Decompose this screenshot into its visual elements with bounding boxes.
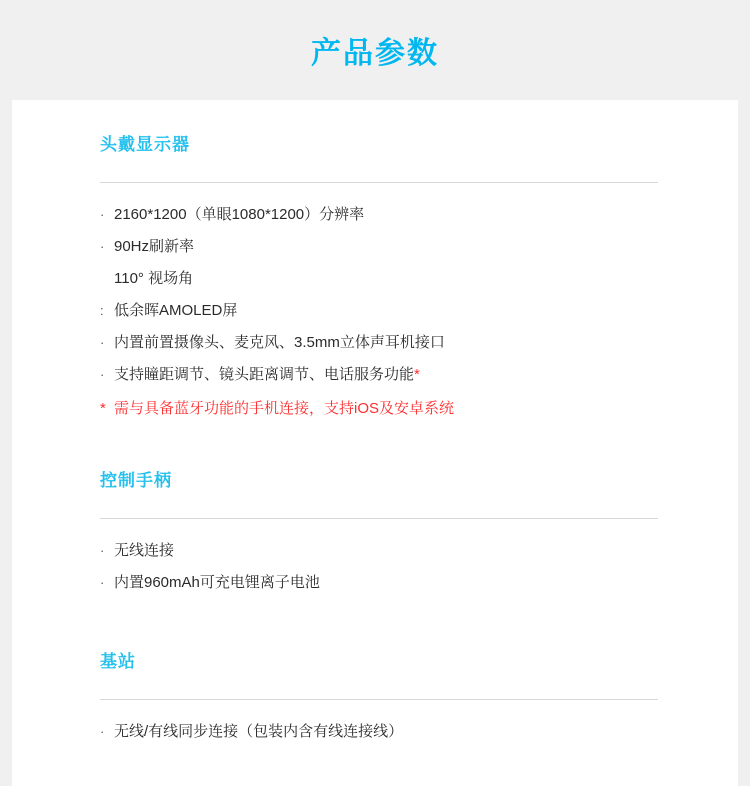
footnote-body: 需与具备蓝牙功能的手机连接，支持iOS及安卓系统 bbox=[114, 400, 455, 417]
list-item-text: 90Hz刷新率 bbox=[114, 238, 195, 255]
section-title-base-station: 基站 bbox=[100, 652, 136, 671]
list-item-text: 支持瞳距调节、镜头距离调节、电话服务功能 bbox=[114, 366, 415, 383]
list-item bbox=[100, 327, 658, 359]
list-item-text: 2160*1200（单眼1080*1200）分辨率 bbox=[114, 206, 365, 223]
footnote-marker: * bbox=[414, 366, 420, 383]
list-item-text: 110° 视场角 bbox=[114, 270, 194, 287]
section-title-controller: 控制手柄 bbox=[100, 471, 172, 490]
list-bullet: · bbox=[100, 239, 105, 254]
spec-sheet bbox=[12, 100, 738, 786]
section-items-base-station bbox=[100, 700, 658, 748]
title-band bbox=[0, 0, 750, 100]
list-bullet: · bbox=[100, 543, 105, 558]
section-items-controller bbox=[100, 519, 658, 599]
section-controller bbox=[100, 418, 658, 599]
list-item bbox=[100, 295, 658, 327]
section-items-hmd bbox=[100, 183, 658, 418]
list-item-text: 无线/有线同步连接（包装内含有线连接线） bbox=[114, 723, 404, 740]
section-hmd bbox=[100, 100, 658, 418]
list-bullet: : bbox=[100, 303, 104, 318]
list-item-text: 无线连接 bbox=[114, 542, 175, 559]
list-item-text: 内置960mAh可充电锂离子电池 bbox=[114, 574, 320, 591]
list-bullet: · bbox=[100, 367, 105, 382]
list-item bbox=[100, 231, 658, 263]
section-title-hmd: 头戴显示器 bbox=[100, 135, 190, 154]
section-base-station bbox=[100, 599, 658, 748]
list-bullet: · bbox=[100, 335, 105, 350]
list-item bbox=[100, 263, 658, 295]
page-title: 产品参数 bbox=[311, 37, 439, 70]
footnote-text bbox=[100, 391, 658, 418]
list-item bbox=[100, 535, 658, 567]
footnote-star: * bbox=[100, 400, 106, 417]
list-item bbox=[100, 716, 658, 748]
list-item bbox=[100, 359, 658, 391]
list-bullet: · bbox=[100, 575, 105, 590]
list-item bbox=[100, 567, 658, 599]
spec-content bbox=[12, 100, 738, 748]
list-bullet: · bbox=[100, 724, 105, 739]
list-item bbox=[100, 199, 658, 231]
list-item-text: 低余晖AMOLED屏 bbox=[114, 302, 238, 319]
list-item-text: 内置前置摄像头、麦克风、3.5mm立体声耳机接口 bbox=[114, 334, 445, 351]
list-bullet: · bbox=[100, 207, 105, 222]
